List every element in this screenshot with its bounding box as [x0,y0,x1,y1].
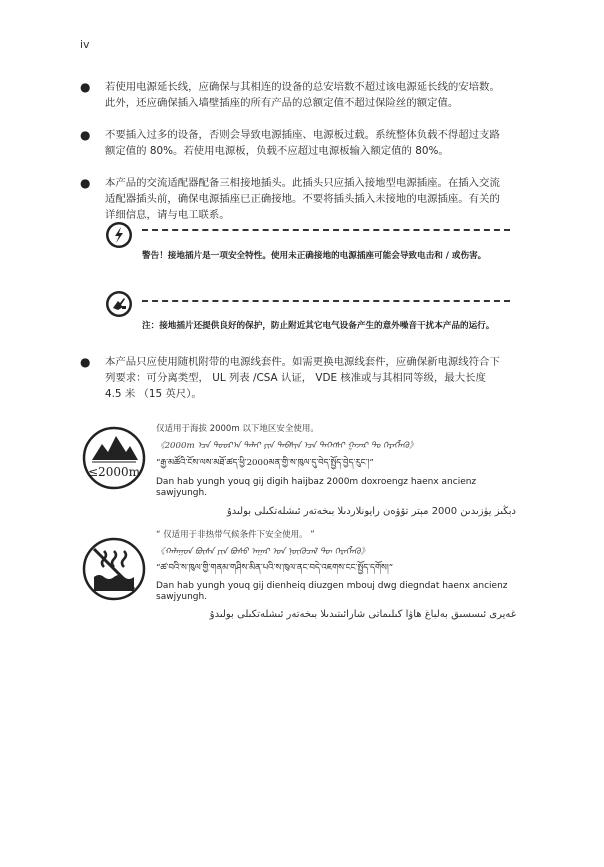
tropical-tibetan: “ཚ་བའི་ས་ཁུལ་གྱི་གནམ་གཤིས་མིན་པའི་ས་ཁུལ་ནང་བདེ་འཇགས་ངང་སྤྱོད་དགོས།” [156,563,394,573]
divider [142,300,510,302]
bullet-marker: ● [80,128,91,142]
bullet-marker: ● [80,176,91,190]
no-tropical-climate-icon [82,537,146,601]
lightning-warning-icon [105,221,133,249]
altitude-zh: 仅适用于海拔 2000m 以下地区安全使用。 [156,424,319,434]
divider [142,229,510,231]
bullet-text: 本产品的交流适配器配备三相接地插头。此插头只应插入接地型电源插座。在插入交流适配器插头前，确保电源插座已正确接地。不要将插头插入未接地的电源插座。有关的详细信息，请与电工联系。 [105,177,500,221]
altitude-mountain-icon [82,426,146,490]
altitude-uyghur: دېڭىز يۈزىدىن 2000 مېتر تۆۋەن رايونلاردىلا بىخەتەر ئىشلەتكىلى بولىدۇ [226,506,516,517]
altitude-icon-label: ≤2000m [88,465,140,479]
bullet-marker: ● [80,355,91,369]
page-number: iv [80,38,90,51]
bullet-marker: ● [80,80,91,94]
tropical-zhuang: Dan hab yungh youq gij dienheiq diuzgen mbouj dwg diegndat haenx ancienz sawjyungh. [156,581,508,602]
altitude-mongolian: 《2000m ᠡᠴᠡ ᠳᠤᠤᠷ᠎ᠠ ᠳᠠᠯᠠᠢ ᠶᠢᠨ ᠲᠡᠪᠰᠢᠨ ᠡᠴᠡ ᠳᠡᠭᠡᠭᠰᠢ ᠭᠠᠵᠠᠷ ᠲᠤ ᠬᠡᠷᠡᠭᠯᠡᠬᠦ》 [156,441,418,451]
tropical-uyghur: غەيرى ئىسسىق بەلباغ ھاۋا كىلىماتى شارائىتىدىلا بىخەتەر ئىشلەتكىلى بولىدۇ [209,609,516,620]
tropical-mongolian: 《ᠬᠠᠯᠠᠭᠤᠨ ᠪᠦᠰᠡ ᠶᠢᠨ ᠪᠤᠰᠤ ᠠᠭᠠᠷ ᠤᠨ ᠨᠥᠬᠦᠴᠡᠯ ᠲᠦ ᠬᠡᠷᠡᠭᠯᠡᠬᠦ》 [156,547,370,557]
altitude-tibetan: “རྒྱ་མཚོའི་ངོས་ལས་མཐོ་ཚད་ཕྱི་2000མན་གྱི་ས་ཁུལ་དུ་བེད་སྤྱོད་བྱེད་རུང་།” [156,458,374,468]
note-hand-icon [105,290,133,318]
bullet-text: 不要插入过多的设备，否则会导致电源插座、电源板过载。系统整体负载不得超过支路额定值的 80%。若使用电源板，负载不应超过电源板输入额定值的 80%。 [105,129,500,157]
tropical-zh: “ 仅适用于非热带气候条件下安全使用。 ” [156,530,315,540]
bullet-text: 若使用电源延长线，应确保与其相连的设备的总安培数不超过该电源延长线的安培数。此外，还应确保插入墙壁插座的所有产品的总额定值不超过保险丝的额定值。 [105,81,500,109]
bullet-text: 本产品只应使用随机附带的电源线套件。如需更换电源线套件，应确保新电源线符合下列要求：可分离类型， UL 列表 /CSA 认证， VDE 核准或与其相同等级，最大长度 4.5 米 （15 英尺）。 [105,356,500,400]
note-text: 注：接地插片还提供良好的保护，防止附近其它电气设备产生的意外噪音干扰本产品的运行。 [142,321,495,331]
warning-text: 警告！接地插片是一项安全特性。使用未正确接地的电源插座可能会导致电击和 / 或伤害。 [142,251,487,261]
altitude-zhuang: Dan hab yungh youq gij digih haijbaz 2000m doxroengz haenx ancienz sawjyungh. [156,477,477,498]
